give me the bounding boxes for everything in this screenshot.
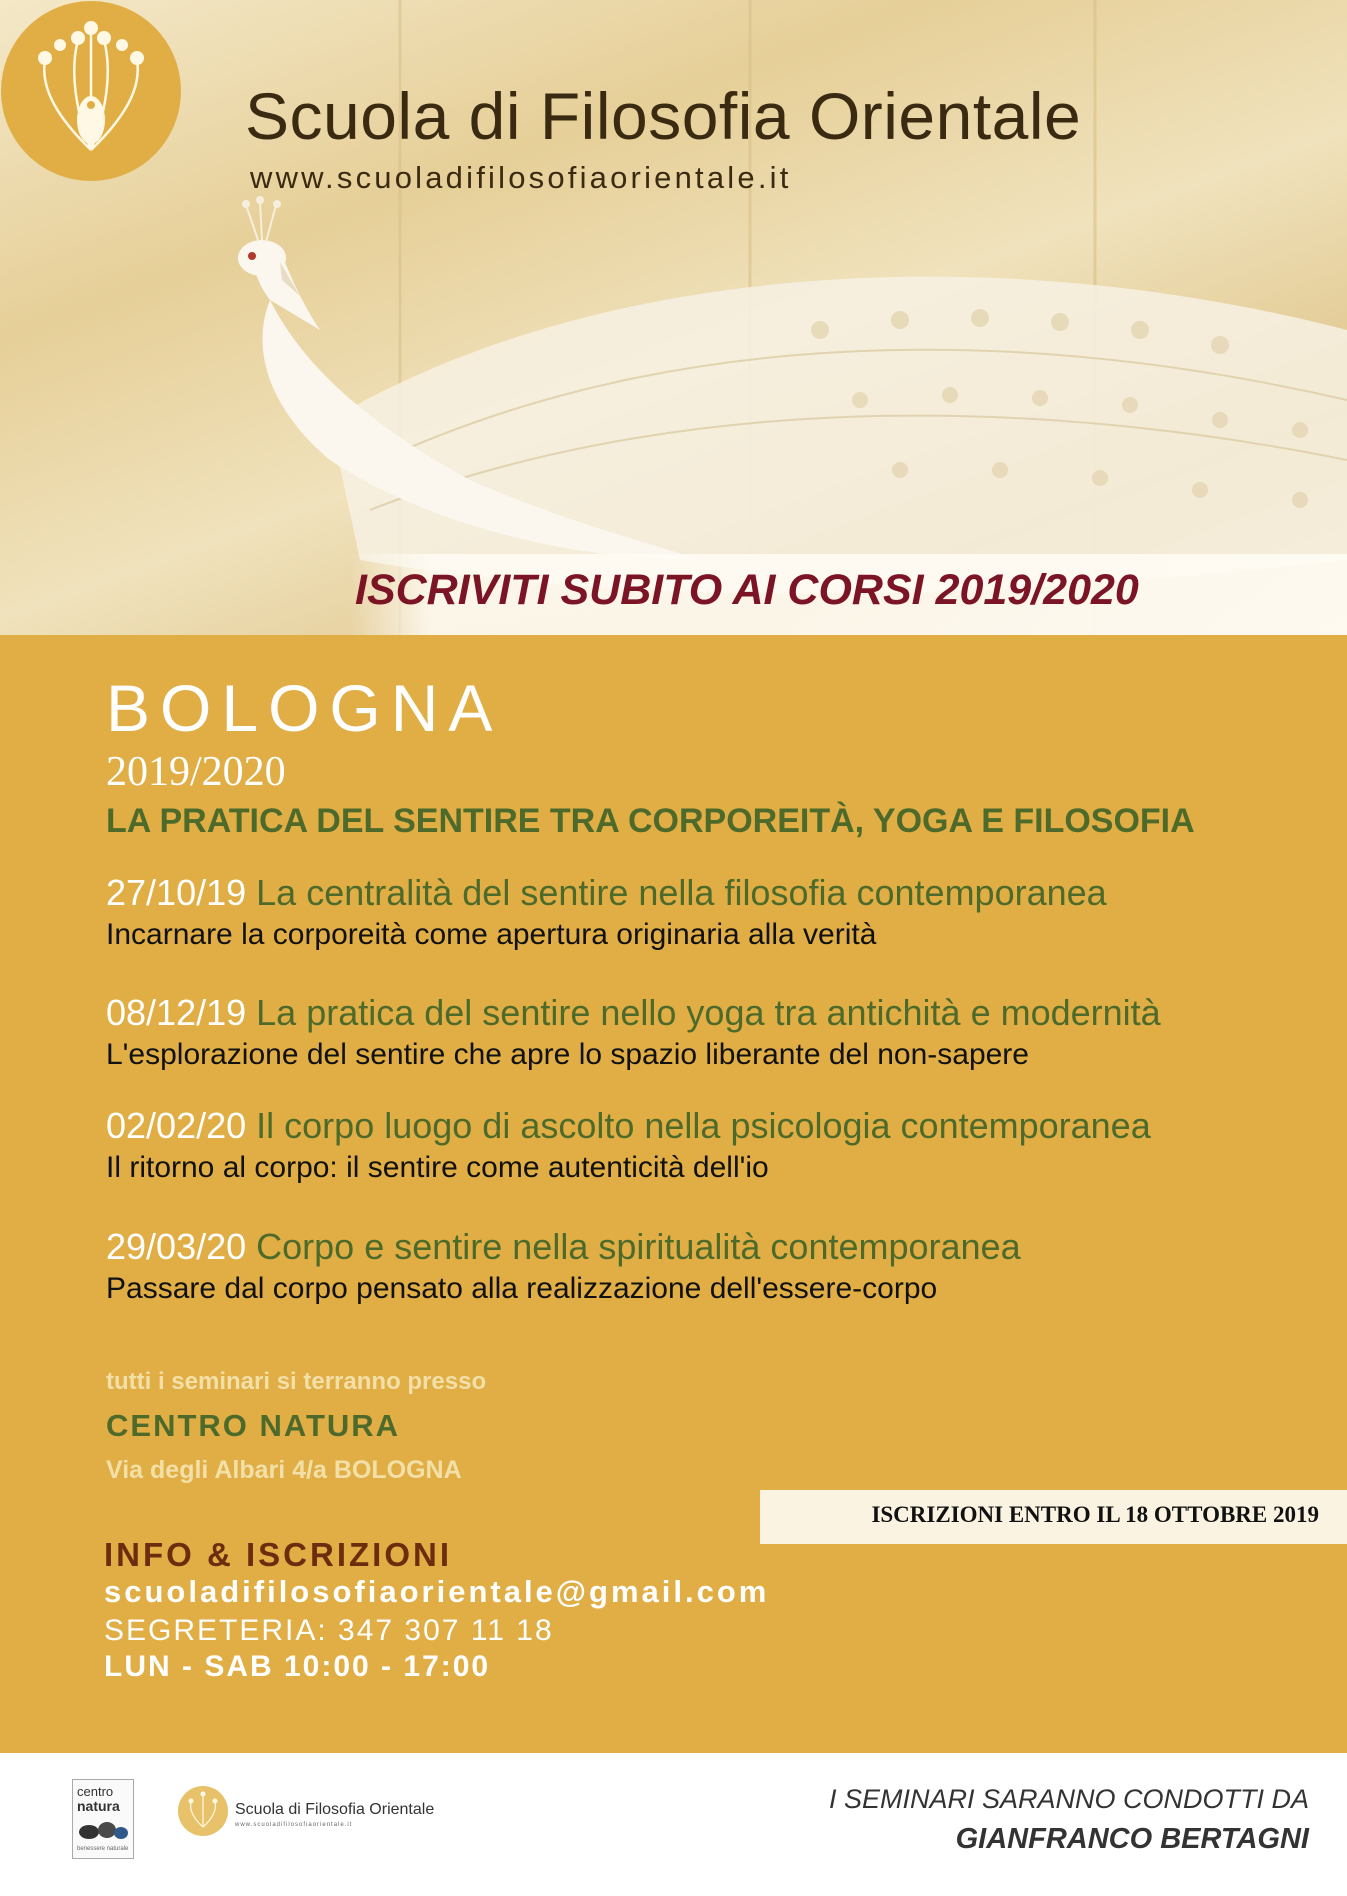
footer-school-title: Scuola di Filosofia Orientale	[235, 1801, 435, 1818]
session-subtitle: Passare dal corpo pensato alla realizzazione dell'essere-corpo	[106, 1272, 938, 1305]
session-item	[106, 1105, 1151, 1185]
venue-intro: tutti i seminari si terranno presso	[106, 1368, 487, 1395]
centro-natura-logo-line2: natura	[77, 1798, 120, 1814]
session-item	[106, 992, 1161, 1072]
session-topic: La pratica del sentire nello yoga tra antichità e modernità	[256, 992, 1161, 1033]
session-topic: Il corpo luogo di ascolto nella psicologia contemporanea	[256, 1105, 1151, 1146]
deadline-text: ISCRIZIONI ENTRO IL 18 OTTOBRE 2019	[871, 1502, 1319, 1527]
session-date: 02/02/20	[106, 1105, 247, 1146]
led-by-label: I SEMINARI SARANNO CONDOTTI DA	[828, 1784, 1309, 1814]
contact-phone[interactable]: SEGRETERIA: 347 307 11 18	[104, 1614, 554, 1647]
venue-name: CENTRO NATURA	[106, 1408, 401, 1443]
school-title: Scuola di Filosofia Orientale	[245, 79, 1082, 153]
footer-school-url: www.scuoladifilosofiaorientale.it	[235, 1822, 353, 1828]
info-heading: INFO & ISCRIZIONI	[104, 1536, 452, 1573]
centro-natura-tagline: benessere naturale	[77, 1846, 129, 1852]
venue-address: Via degli Albari 4/a BOLOGNA	[106, 1456, 462, 1484]
session-topic: Corpo e sentire nella spiritualità contemporanea	[256, 1226, 1021, 1267]
centro-natura-logo-line1: centro	[77, 1784, 114, 1799]
course-years: 2019/2020	[106, 749, 286, 795]
stones-icon	[77, 1818, 129, 1842]
course-title: LA PRATICA DEL SENTIRE TRA CORPOREITÀ, YOGA E FILOSOFIA	[106, 802, 1195, 840]
course-city: BOLOGNA	[106, 671, 503, 745]
session-item	[106, 872, 1107, 952]
session-date: 27/10/19	[106, 872, 247, 913]
session-subtitle: L'esplorazione del sentire che apre lo spazio liberante del non-sapere	[106, 1038, 1029, 1071]
session-date: 29/03/20	[106, 1226, 247, 1267]
info-block	[104, 1536, 769, 1684]
session-date: 08/12/19	[106, 992, 247, 1033]
led-by-block	[829, 1784, 1309, 1856]
hero-section	[0, 0, 1347, 635]
office-hours: LUN - SAB 10:00 - 17:00	[104, 1650, 491, 1683]
led-by-name: GIANFRANCO BERTAGNI	[955, 1823, 1309, 1855]
session-subtitle: Incarnare la corporeità come apertura originaria alla verità	[106, 918, 877, 951]
contact-email[interactable]: scuoladifilosofiaorientale@gmail.com	[104, 1574, 770, 1609]
enroll-banner	[350, 554, 1347, 635]
peacock-logo-icon	[0, 0, 182, 182]
deadline-badge	[760, 1490, 1347, 1544]
session-topic: La centralità del sentire nella filosofia contemporanea	[256, 872, 1107, 913]
session-subtitle: Il ritorno al corpo: il sentire come autenticità dell'io	[106, 1151, 769, 1184]
session-item	[106, 1226, 1021, 1306]
school-website[interactable]: www.scuoladifilosofiaorientale.it	[250, 160, 792, 195]
enroll-banner-text: ISCRIVITI SUBITO AI CORSI 2019/2020	[355, 566, 1139, 614]
centro-natura-logo	[72, 1779, 134, 1859]
peacock-logo-icon	[177, 1785, 229, 1837]
venue-block	[106, 1368, 486, 1485]
